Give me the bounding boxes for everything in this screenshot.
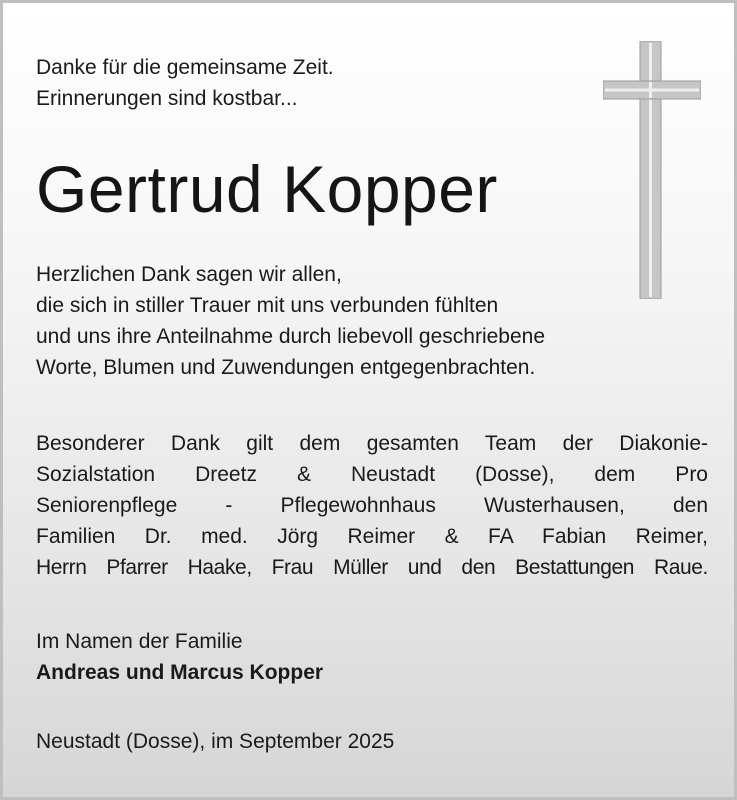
special-thanks-line: Herrn Pfarrer Haake, Frau Müller und den Bestattungen Raue. <box>36 556 708 579</box>
thanks-line: die sich in stiller Trauer mit uns verbunden fühlten <box>36 294 499 317</box>
thanks-line: und uns ihre Anteilnahme durch liebevoll geschriebene <box>36 325 546 348</box>
signature-names: Andreas und Marcus Kopper <box>36 661 324 684</box>
thanks-paragraph <box>36 259 545 383</box>
special-thanks-line: Seniorenpflege - Pflegewohnhaus Wusterhausen, den <box>36 494 708 517</box>
intro-text <box>36 52 334 114</box>
place-date: Neustadt (Dosse), im September 2025 <box>36 730 395 753</box>
special-thanks-line: Sozialstation Dreetz & Neustadt (Dosse), dem Pro <box>36 463 708 486</box>
signature-block <box>36 626 323 688</box>
deceased-name: Gertrud Kopper <box>36 152 498 226</box>
signature-prefix: Im Namen der Familie <box>36 630 243 653</box>
special-thanks-line: Besonderer Dank gilt dem gesamten Team der Diakonie- <box>36 432 708 455</box>
special-thanks-line: Familien Dr. med. Jörg Reimer & FA Fabian Reimer, <box>36 525 708 548</box>
intro-line-2: Erinnerungen sind kostbar... <box>36 87 298 110</box>
thanks-line: Worte, Blumen und Zuwendungen entgegenbrachten. <box>36 356 536 379</box>
intro-line-1: Danke für die gemeinsame Zeit. <box>36 56 334 79</box>
thanks-line: Herzlichen Dank sagen wir allen, <box>36 263 342 286</box>
special-thanks-paragraph <box>36 428 708 583</box>
cross-icon <box>603 41 701 299</box>
